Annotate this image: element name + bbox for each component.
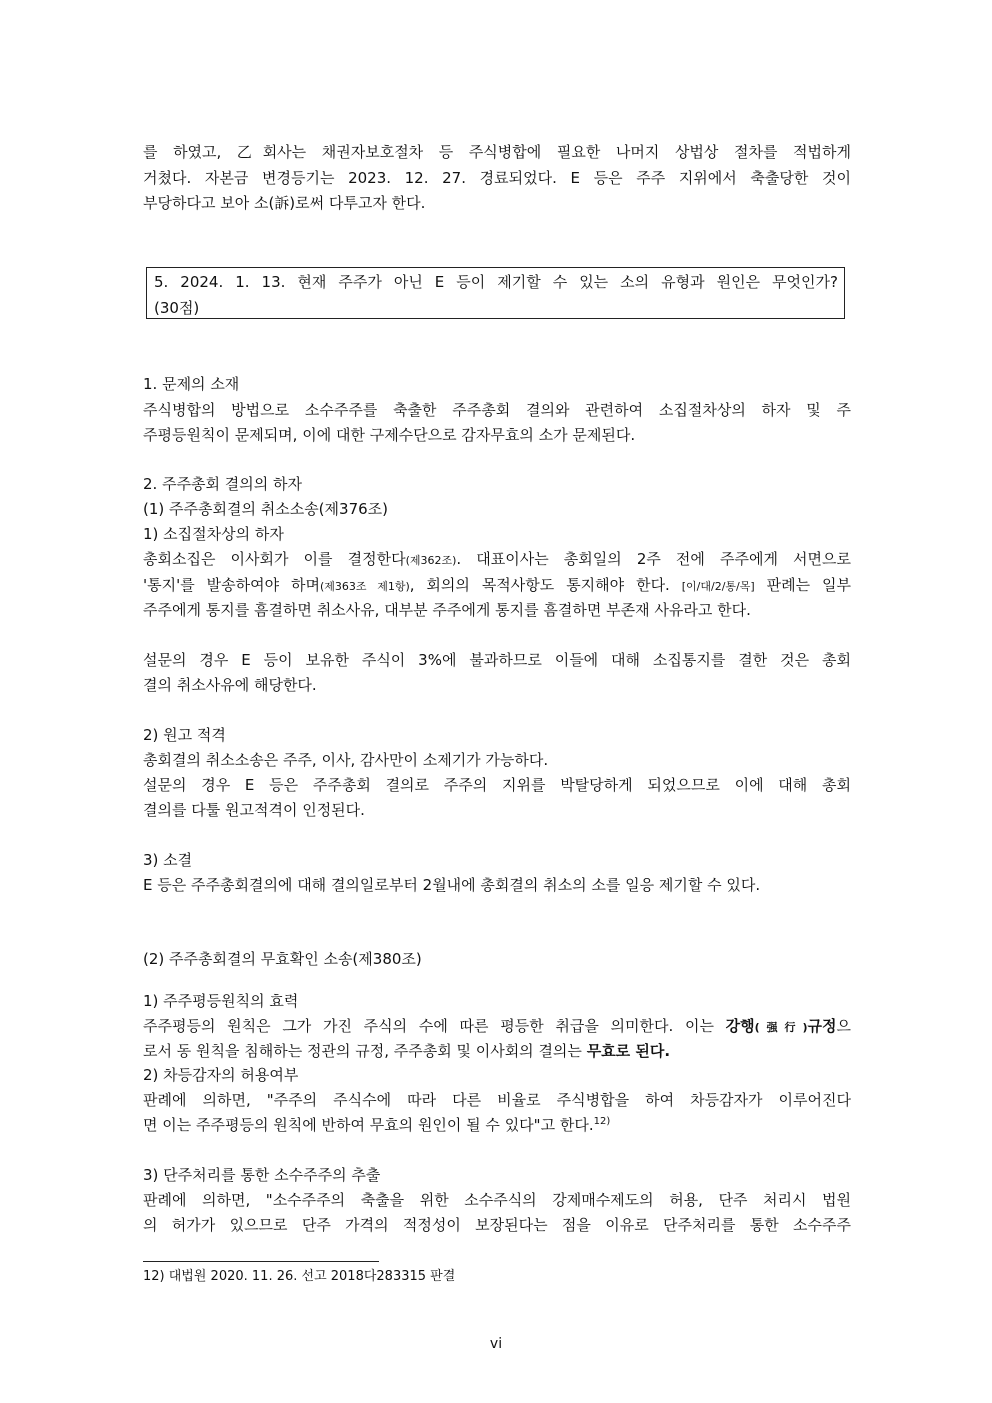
s2-sub-2-1: 1) 주주평등원칙의 효력 (143, 992, 299, 1010)
section-1-heading: 1. 문제의 소재 (143, 375, 240, 393)
section-2-heading: 2. 주주총회 결의의 하자 (143, 475, 303, 493)
footnote-divider (143, 1261, 379, 1262)
s2-p1-ref: (제362조) (405, 554, 457, 567)
intro-line-3: 부당하다고 보아 소(訴)로써 다투고자 한다. (143, 194, 426, 212)
s2-p1-b: . 대표이사는 총회일의 2주 전에 주주에게 서면으로 (456, 550, 851, 568)
footnote-ref-12[interactable]: 12) (593, 1116, 611, 1127)
s2-p2-mnemonic: [이/대/2/통/목] (681, 580, 755, 593)
intro-line-1: 를 하였고, 乙회사는 채권자보호절차 등 주식병합에 필요한 나머지 상법상 절차를 적법하게 (143, 143, 851, 161)
s2-sub-1-1: 1) 소집절차상의 하자 (143, 525, 284, 543)
s2-sub-1-2: 2) 원고 적격 (143, 726, 226, 744)
s2-p10-c: 규정 (807, 1017, 837, 1035)
s2-p12: 판례에 의하면, "주주의 주식수에 따라 다른 비율로 주식병합을 하여 차등감자가 이루어진다 (143, 1091, 851, 1109)
s2-p7: 설문의 경우 E 등은 주주총회 결의로 주주의 지위를 박탈당하게 되었으므로 이에 대해 총회 (143, 776, 851, 794)
s2-p1-a: 총회소집은 이사회가 이를 결정한다 (143, 550, 406, 568)
s2-p1 (143, 546, 851, 572)
s2-p14: 판례에 의하면, "소수주주의 축출을 위한 소수주식의 강제매수제도의 허용, 단주 처리시 법원 (143, 1191, 851, 1209)
s2-p10-d: 으 (836, 1017, 851, 1035)
s2-p2-a: '통지'를 발송하여야 하며 (143, 576, 320, 594)
s2-sub-2: (2) 주주총회결의 무효확인 소송(제380조) (143, 950, 422, 968)
intro-line-2: 거쳤다. 자본금 변경등기는 2023. 12. 27. 경료되었다. E 등은 주주 지위에서 축출당한 것이 (143, 169, 851, 187)
s2-p8: 결의를 다툴 원고적격이 인정된다. (143, 801, 365, 819)
s2-p5: 결의 취소사유에 해당한다. (143, 676, 317, 694)
question-line-2: (30점) (154, 299, 200, 317)
s2-p10-a: 주주평등의 원칙은 그가 가진 주식의 수에 따른 평등한 취급을 의미한다. 이는 (143, 1017, 726, 1035)
question-line-1: 5. 2024. 1. 13. 현재 주주가 아닌 E 등이 제기할 수 있는 소의 유형과 원인은 무엇인가? (154, 273, 838, 291)
s2-p4: 설문의 경우 E 등이 보유한 주식이 3%에 불과하므로 이들에 대해 소집통지를 결한 것은 총회 (143, 651, 851, 669)
s2-p11-b: 무효로 된다. (586, 1042, 671, 1060)
s2-p9: E 등은 주주총회결의에 대해 결의일로부터 2월내에 총회결의 취소의 소를 일응 제기할 수 있다. (143, 876, 761, 894)
page-number: vi (489, 1336, 503, 1352)
question-box (146, 267, 845, 319)
s2-p15: 의 허가가 있으므로 단주 가격의 적정성이 보장된다는 점을 이유로 단주처리를 통한 소수주주 (143, 1216, 851, 1234)
s2-p6: 총회결의 취소소송은 주주, 이사, 감사만이 소제기가 가능하다. (143, 751, 549, 769)
footnote-12: 12) 대법원 2020. 11. 26. 선고 2018다283315 판결 (143, 1269, 456, 1284)
s2-p2-ref: (제363조 제1항) (320, 580, 410, 593)
s2-p11 (143, 1038, 851, 1064)
s2-p2 (143, 572, 851, 598)
s2-p10-hanja: (强行) (754, 1021, 808, 1034)
s1-line-1: 주식병합의 방법으로 소수주주를 축출한 주주총회 결의와 관련하여 소집절차상의 하자 및 주 (143, 401, 851, 419)
s2-p13-text: 면 이는 주주평등의 원칙에 반하여 무효의 원인이 될 수 있다"고 한다. (143, 1116, 594, 1134)
s2-p11-a: 로서 동 원칙을 침해하는 정관의 규정, 주주총회 및 이사회의 결의는 (143, 1042, 587, 1060)
s2-p10 (143, 1013, 851, 1039)
s1-line-2: 주평등원칙이 문제되며, 이에 대한 구제수단으로 감자무효의 소가 문제된다. (143, 426, 636, 444)
s2-sub-1: (1) 주주총회결의 취소소송(제376조) (143, 500, 388, 518)
s2-p2-d: 판례는 일부 (754, 576, 851, 594)
s2-p3: 주주에게 통지를 흠결하면 취소사유, 대부분 주주에게 통지를 흠결하면 부존재 사유라고 한다. (143, 601, 751, 619)
s2-p2-b: , 회의의 목적사항도 통지해야 한다. (409, 576, 682, 594)
s2-p10-b: 강행 (725, 1017, 755, 1035)
s2-sub-2-3: 3) 단주처리를 통한 소수주주의 추출 (143, 1166, 381, 1184)
s2-sub-1-3: 3) 소결 (143, 851, 193, 869)
s2-p13 (143, 1112, 851, 1138)
s2-sub-2-2: 2) 차등감자의 허용여부 (143, 1066, 299, 1084)
